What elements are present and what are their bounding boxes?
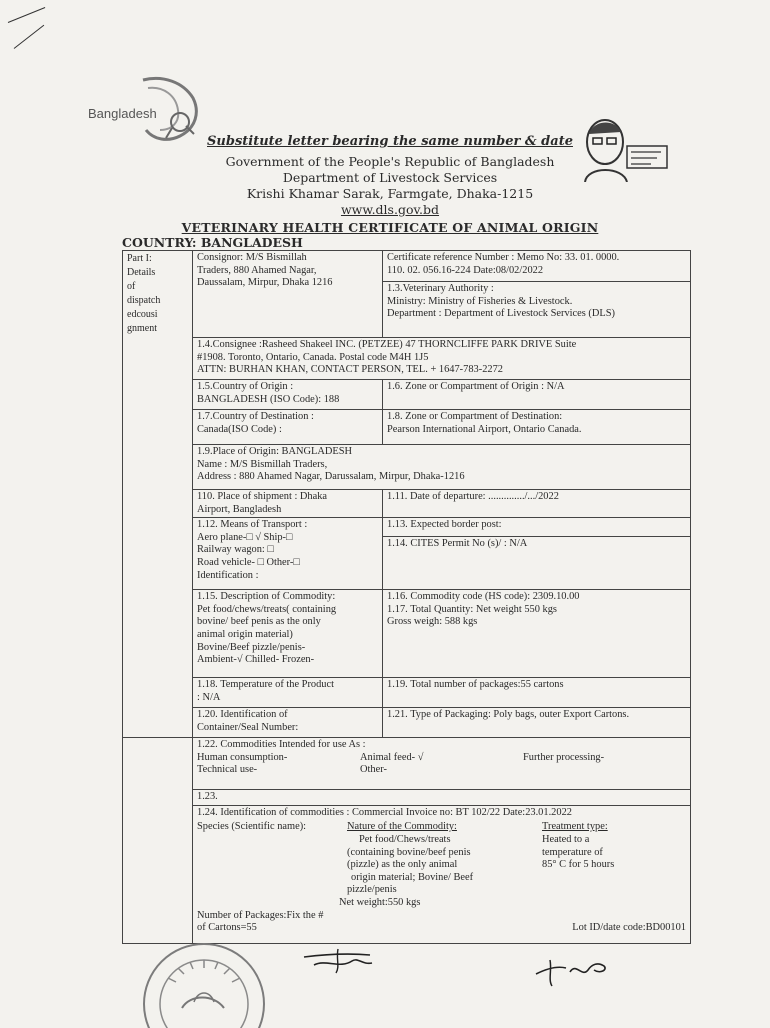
department-address: Krishi Khamar Sarak, Farmgate, Dhaka-1215 (246, 186, 534, 201)
border-post-cell: 1.13. Expected border post: 1.14. CITES Permit No (s)/ : N/A (383, 518, 691, 590)
official-seal-icon (138, 938, 270, 1028)
zone-of-origin-cell: 1.6. Zone or Compartment of Origin : N/A (383, 380, 691, 410)
signature-icon (300, 945, 380, 975)
cites-permit: 1.14. CITES Permit No (s)/ : N/A (383, 536, 690, 551)
nature-label: Nature of the Commodity: (347, 821, 457, 833)
certificate-reference-cell: Certificate reference Number : Memo No: 33. 01. 0000. 110. 02. 056.16-224 Date:08/02/2022 1.3.Veterinary Authority : Ministry: Ministry of Fisheries & Livestock. Department : Department of Livestock Services (DLS) (383, 251, 691, 338)
part-spacer (123, 790, 193, 806)
means-of-transport-cell: 1.12. Means of Transport : Aero plane-□ √ Ship-□ Railway wagon: □ Road vehicle- □ Other-□ Identification : (193, 518, 383, 590)
product-temperature-cell: 1.18. Temperature of the Product : N/A (193, 678, 383, 708)
net-weight: Net weight:550 kgs (339, 896, 421, 908)
logo-text: Bangladesh (88, 106, 157, 121)
container-identification-cell: 1.20. Identification of Container/Seal Number: (193, 708, 383, 738)
department-name: Department of Livestock Services (282, 170, 498, 185)
government-name: Government of the People's Republic of Bangladesh (225, 154, 555, 169)
species-label: Species (Scientific name): (197, 821, 307, 833)
packaging-type-cell: 1.21. Type of Packaging: Poly bags, outer Export Cartons. (383, 708, 691, 738)
signature-icon (530, 950, 620, 990)
commodity-code-cell: 1.16. Commodity code (HS code): 2309.10.00 1.17. Total Quantity: Net weight 550 kgs Gross weigh: 588 kgs (383, 590, 691, 678)
country-label: COUNTRY: BANGLADESH (122, 235, 303, 250)
website-link: www.dls.gov.bd (340, 202, 440, 217)
scan-mark (8, 7, 45, 23)
intended-use-cell: 1.22. Commodities Intended for use As : Human consumption- Animal feed- √ Further processing- Technical use- Other- (193, 738, 691, 790)
country-of-origin-cell: 1.5.Country of Origin : BANGLADESH (ISO Code): 188 (193, 380, 383, 410)
part-spacer (123, 738, 193, 790)
certificate-table (122, 250, 691, 944)
place-of-origin-cell: 1.9.Place of Origin: BANGLADESH Name : M/S Bismillah Traders, Address : 880 Ahamed Nagar, Darussalam, Mirpur, Dhaka-1216 (193, 445, 691, 490)
country-of-destination-cell: 1.7.Country of Destination : Canada(ISO Code) : (193, 410, 383, 445)
veterinary-authority: 1.3.Veterinary Authority : Ministry: Ministry of Fisheries & Livestock. Department : Department of Livestock Services (DLS) (383, 281, 690, 321)
substitute-letter-note: Substitute letter bearing the same number & date (207, 134, 573, 149)
item-1-23-cell: 1.23. (193, 790, 691, 806)
part-label: Part I: Details of dispatch edcousi gnment (123, 251, 193, 738)
consignee-cell: 1.4.Consignee :Rasheed Shakeel INC. (PETZEE) 47 THORNCLIFFE PARK DRIVE Suite #1908. Toronto, Ontario, Canada. Postal code M4H 1J5 ATTN: BURHAN KHAN, CONTACT PERSON, TEL. + 1647-783-2272 (193, 338, 691, 380)
consignor-cell: Consignor: M/S Bismillah Traders, 880 Ahamed Nagar, Daussalam, Mirpur, Dhaka 1216 (193, 251, 383, 338)
lot-id: Lot ID/date code:BD00101 (572, 922, 686, 934)
certificate-title: VETERINARY HEALTH CERTIFICATE OF ANIMAL ORIGIN (181, 220, 599, 235)
identification-of-commodities-cell: 1.24. Identification of commodities : Commercial Invoice no: BT 102/22 Date:23.01.2022 Species (Scientific name): Nature of the Commodity: Pet food/Chews/treats (containing bovine/beef penis (pizzle) as the only animal origin material; Bovine/ Beef pizzle/penis Net weight:550 kgs Treatment type: Heated to a temperature of 85° C for 5 hours Number of Packages:Fix the # of Cartons=55 Lot ID/date code:BD00101 (193, 805, 691, 943)
place-of-shipment-cell: 110. Place of shipment : Dhaka Airport, Bangladesh (193, 490, 383, 518)
total-packages-cell: 1.19. Total number of packages:55 cartons (383, 678, 691, 708)
scan-mark (14, 25, 45, 49)
part-spacer (123, 805, 193, 943)
date-of-departure-cell: 1.11. Date of departure: ............../.../2022 (383, 490, 691, 518)
number-of-packages: Number of Packages:Fix the # (197, 909, 324, 921)
treatment-label: Treatment type: (542, 821, 608, 833)
commodity-description-cell: 1.15. Description of Commodity: Pet food/chews/treats( containing bovine/ beef penis as the only animal origin material) Bovine/Beef pizzle/penis- Ambient-√ Chilled- Frozen- (193, 590, 383, 678)
zone-of-destination-cell: 1.8. Zone or Compartment of Destination: Pearson International Airport, Ontario Canada. (383, 410, 691, 445)
